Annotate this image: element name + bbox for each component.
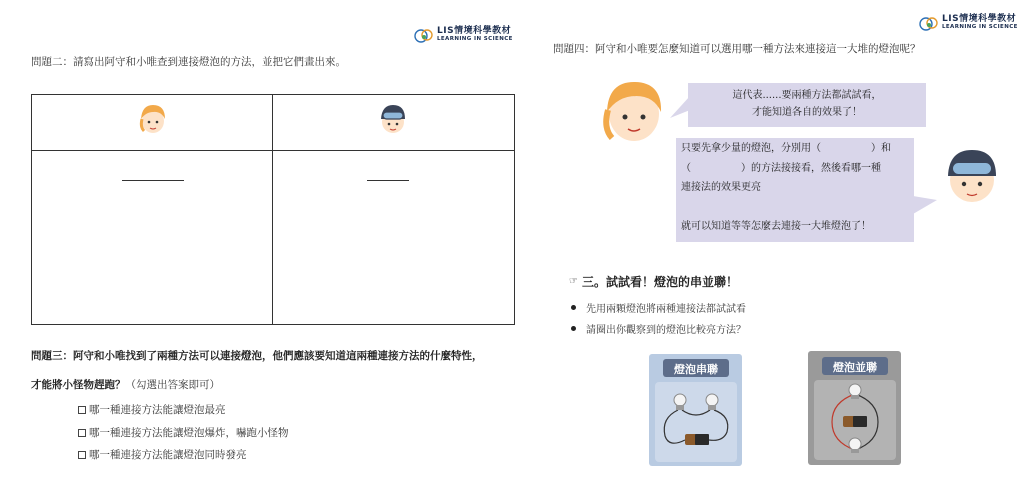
speech-bubble-girl	[688, 83, 926, 127]
pointing-hand-icon: ☞	[569, 276, 578, 287]
answer-blank-left[interactable]	[122, 180, 184, 181]
logo-subtitle: LEARNING IN SCIENCE	[437, 36, 513, 43]
bullet-dot	[571, 305, 576, 310]
question-3-line2-text: 才能將小怪物趕跑？	[31, 379, 126, 391]
checkbox[interactable]	[78, 429, 86, 437]
bubble-2-line2: （ ）的方法接接看，然後看哪一種	[681, 162, 881, 174]
parallel-circuit-card[interactable]	[808, 351, 901, 465]
bubble-2-line4: 就可以知道等等怎麼去連接一大堆燈泡了！	[681, 220, 871, 232]
logo-subtitle: LEARNING IN SCIENCE	[942, 24, 1018, 31]
question-3-line1: 問題三：阿守和小唯找到了兩種方法可以連接燈泡，他們應該要知道這兩種連接方法的什麼特性，	[31, 350, 483, 362]
bubble-1-line2: 才能知道各自的效果了！	[752, 107, 862, 118]
parallel-title: 燈泡並聯	[833, 361, 877, 374]
bullet-text: 先用兩顆燈泡將兩種連接法都試試看	[586, 304, 746, 315]
bullet-item	[571, 321, 746, 336]
question-2: 問題二：請寫出阿守和小唯查到連接燈泡的方法，並把它們畫出來。	[31, 56, 346, 68]
logo-right	[919, 15, 1018, 31]
section-3-title: 三。試試看！燈泡的串並聯！	[581, 275, 738, 289]
bullet-text: 請圈出你觀察到的燈泡比較亮方法？	[586, 325, 746, 336]
bubble-1-tail	[670, 96, 690, 120]
speech-bubble-boy	[676, 138, 914, 242]
bubble-1-line1: 這代表......要兩種方法都試試看，	[732, 90, 882, 101]
boy-speaker-icon	[940, 144, 1004, 208]
series-circuit-diagram	[653, 380, 739, 464]
bullet-dot	[571, 326, 576, 331]
boy-avatar-icon	[377, 101, 409, 137]
bubble-2-line1: 只要先拿少量的燈泡，分別用（ ）和	[681, 143, 891, 154]
question-3-hint: （勾選出答案即可）	[125, 379, 220, 391]
option-label: 哪一種連接方法能讓燈泡最亮	[89, 404, 226, 416]
option-brightest[interactable]	[78, 402, 226, 417]
section-3-heading	[569, 273, 738, 290]
bubble-2-tail	[913, 196, 937, 220]
parallel-circuit-diagram	[812, 378, 898, 462]
option-label: 哪一種連接方法能讓燈泡爆炸，嚇跑小怪物	[89, 427, 289, 439]
table-divider-horizontal	[32, 150, 514, 151]
lis-logo-icon	[919, 15, 939, 31]
question-3-line2	[31, 377, 220, 392]
bubble-2-line3: 連接法的效果更亮	[681, 182, 761, 193]
girl-speaker-icon	[598, 74, 670, 148]
lis-logo-icon	[414, 27, 434, 43]
answer-blank-right[interactable]	[367, 180, 409, 181]
series-title: 燈泡串聯	[674, 363, 718, 376]
option-explode[interactable]	[78, 425, 289, 440]
checkbox[interactable]	[78, 406, 86, 414]
drawing-table	[31, 94, 515, 325]
option-label: 哪一種連接方法能讓燈泡同時發亮	[89, 449, 247, 461]
checkbox[interactable]	[78, 451, 86, 459]
option-simultaneous[interactable]	[78, 447, 247, 462]
table-divider-vertical	[272, 95, 273, 324]
bullet-item	[571, 300, 746, 315]
series-circuit-card[interactable]	[649, 354, 742, 466]
logo-title: LIS情境科學教材	[942, 14, 1017, 25]
girl-avatar-icon	[137, 101, 169, 137]
logo-left	[414, 27, 513, 43]
question-4: 問題四：阿守和小唯要怎麼知道可以選用哪一種方法來連接這一大堆的燈泡呢？	[553, 43, 921, 55]
logo-title: LIS情境科學教材	[437, 26, 512, 37]
